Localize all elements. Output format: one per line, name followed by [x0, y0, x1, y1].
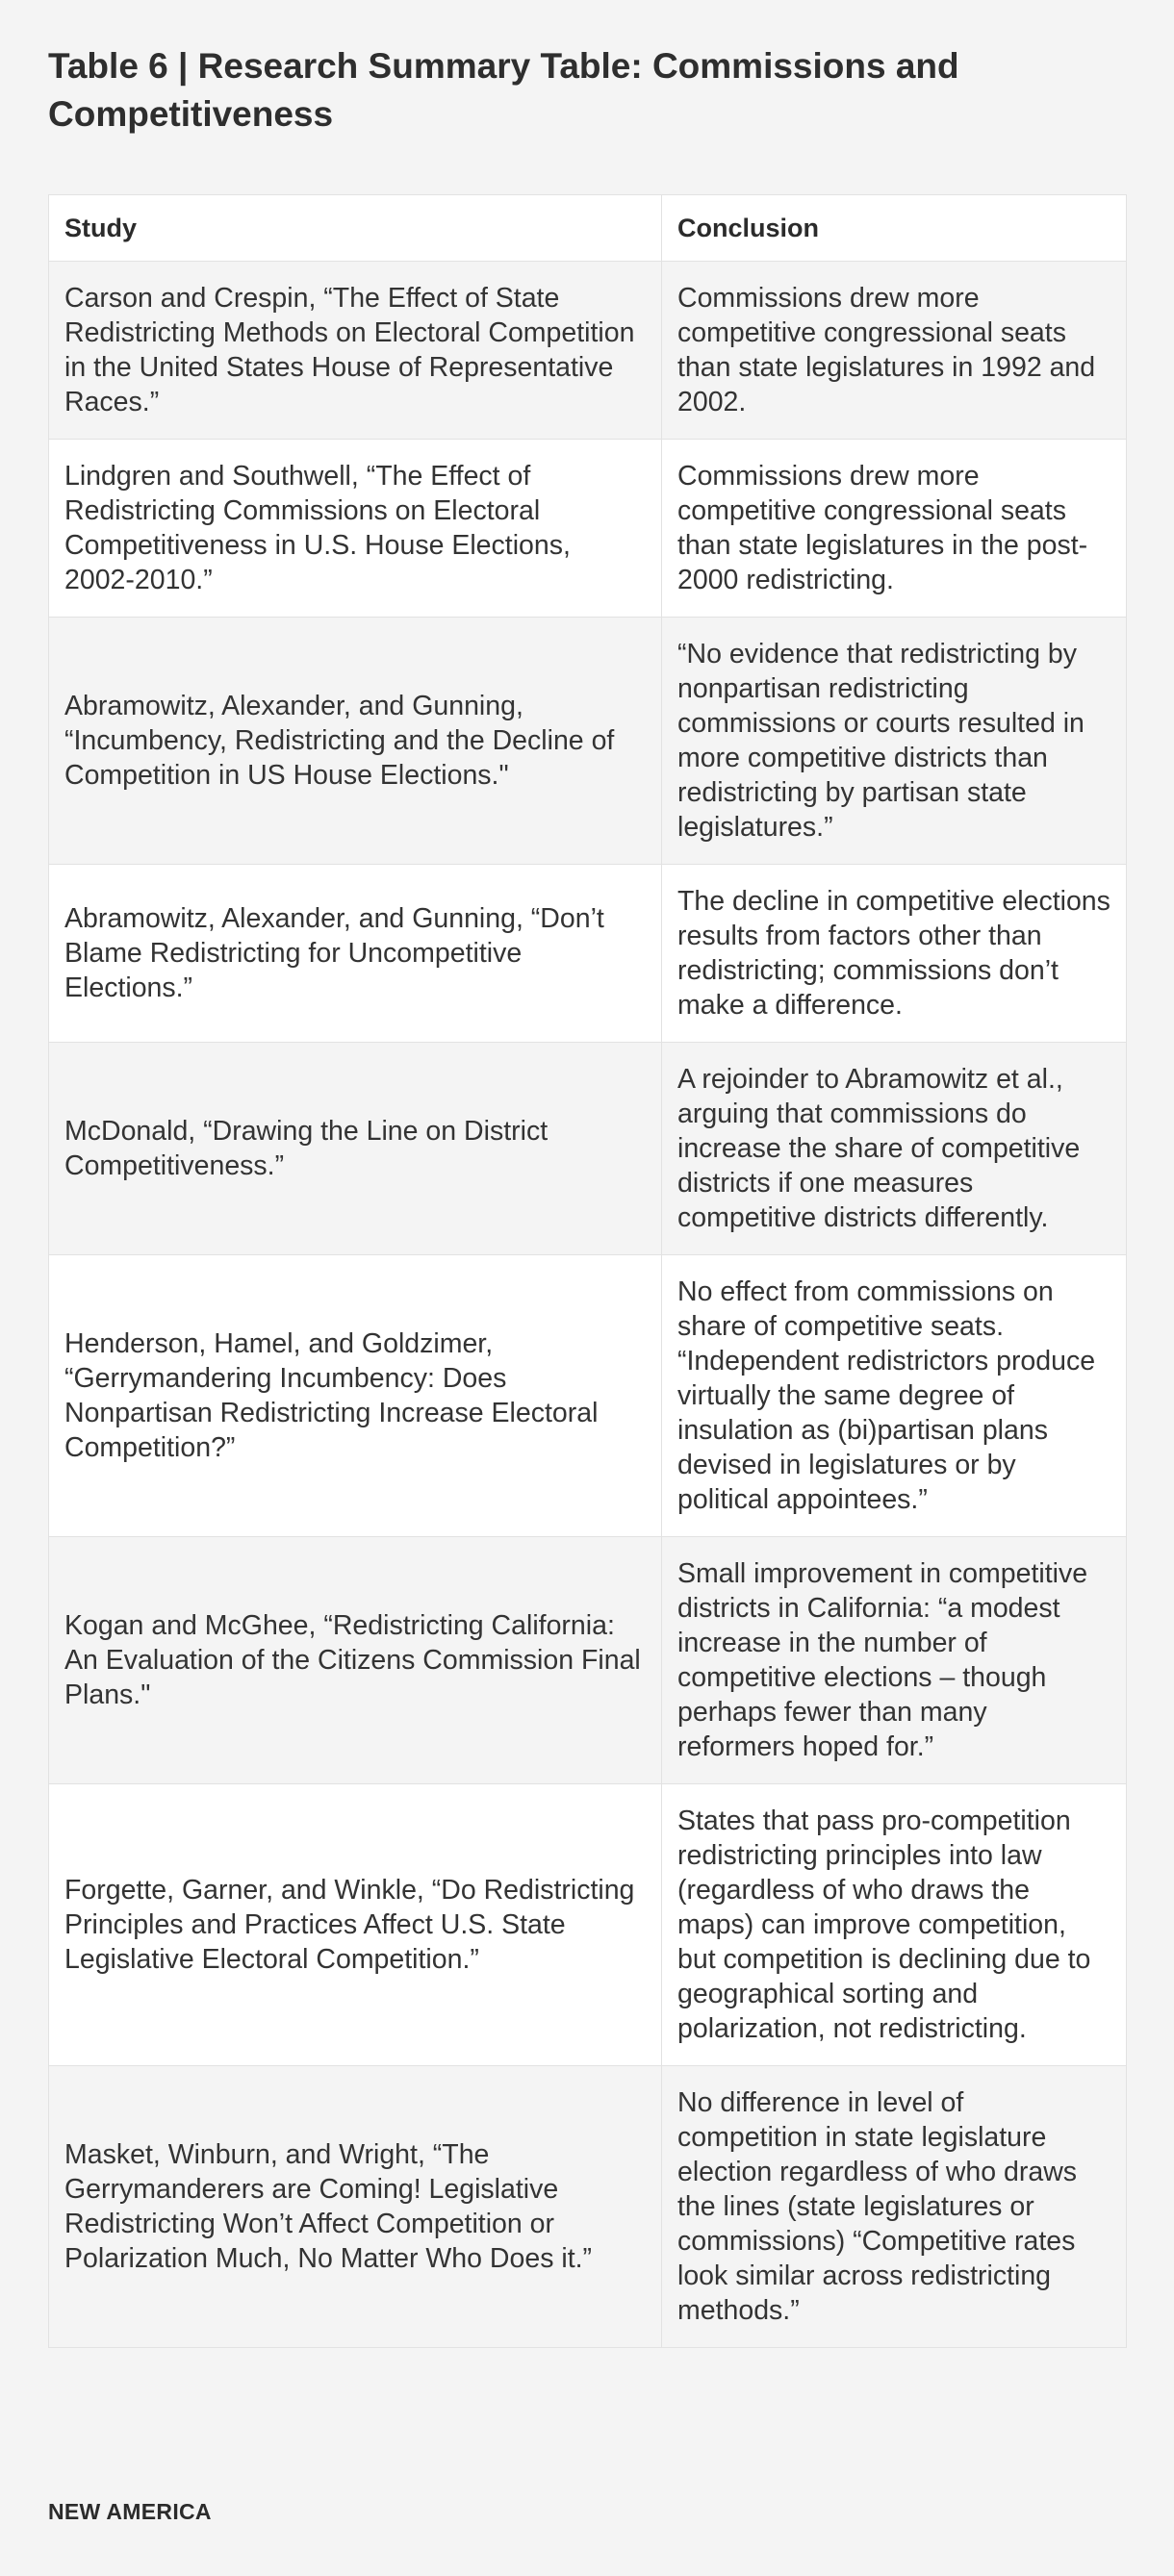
table-row: [49, 1784, 1127, 2066]
page-title: Table 6 | Research Summary Table: Commissions and Competitiveness: [48, 46, 959, 134]
conclusion-cell: “No evidence that redistricting by nonpartisan redistricting commissions or courts resulted in more competitive districts than redistricting by partisan state legislatures.”: [662, 618, 1127, 865]
conclusion-cell: Commissions drew more competitive congressional seats than state legislatures in 1992 and 2002.: [662, 262, 1127, 440]
table-row: [49, 1537, 1127, 1784]
study-cell: Kogan and McGhee, “Redistricting California: An Evaluation of the Citizens Commission Final Plans.": [49, 1537, 662, 1784]
table-row: [49, 440, 1127, 618]
study-cell: McDonald, “Drawing the Line on District Competitiveness.”: [49, 1043, 662, 1255]
brand-footer: NEW AMERICA: [48, 2499, 212, 2524]
research-summary-table: [48, 194, 1127, 2348]
conclusion-cell: Small improvement in competitive districts in California: “a modest increase in the number of competitive elections – though perhaps fewer than many reformers hoped for.”: [662, 1537, 1127, 1784]
conclusion-cell: No effect from commissions on share of competitive seats. “Independent redistrictors produce virtually the same degree of insulation as (bi)partisan plans devised in legislatures or by political appointees.”: [662, 1255, 1127, 1537]
table-row: [49, 618, 1127, 865]
study-cell: Forgette, Garner, and Winkle, “Do Redistricting Principles and Practices Affect U.S. State Legislative Electoral Competition.”: [49, 1784, 662, 2066]
study-cell: Abramowitz, Alexander, and Gunning, “Don’t Blame Redistricting for Uncompetitive Elections.”: [49, 865, 662, 1043]
table-row: [49, 1043, 1127, 1255]
conclusion-cell: States that pass pro-competition redistricting principles into law (regardless of who draws the maps) can improve competition, but competition is declining due to geographical sorting and polarization, not redistricting.: [662, 1784, 1127, 2066]
table-row: [49, 2066, 1127, 2348]
study-cell: Masket, Winburn, and Wright, “The Gerrymanderers are Coming! Legislative Redistricting Won’t Affect Competition or Polarization Much, No Matter Who Does it.”: [49, 2066, 662, 2348]
column-header-study: Study: [49, 195, 662, 262]
conclusion-cell: A rejoinder to Abramowitz et al., arguing that commissions do increase the share of competitive districts if one measures competitive districts differently.: [662, 1043, 1127, 1255]
study-cell: Carson and Crespin, “The Effect of State Redistricting Methods on Electoral Competition in the United States House of Representative Races.”: [49, 262, 662, 440]
study-cell: Lindgren and Southwell, “The Effect of Redistricting Commissions on Electoral Competitiveness in U.S. House Elections, 2002-2010.”: [49, 440, 662, 618]
table-row: [49, 865, 1127, 1043]
study-cell: Abramowitz, Alexander, and Gunning, “Incumbency, Redistricting and the Decline of Competition in US House Elections.": [49, 618, 662, 865]
study-cell: Henderson, Hamel, and Goldzimer, “Gerrymandering Incumbency: Does Nonpartisan Redistricting Increase Electoral Competition?”: [49, 1255, 662, 1537]
table-row: [49, 262, 1127, 440]
table-header-row: [49, 195, 1127, 262]
table-row: [49, 1255, 1127, 1537]
conclusion-cell: No difference in level of competition in state legislature election regardless of who draws the lines (state legislatures or commissions) “Competitive rates look similar across redistricting methods.”: [662, 2066, 1127, 2348]
conclusion-cell: Commissions drew more competitive congressional seats than state legislatures in the post-2000 redistricting.: [662, 440, 1127, 618]
column-header-conclusion: Conclusion: [662, 195, 1127, 262]
conclusion-cell: The decline in competitive elections results from factors other than redistricting; commissions don’t make a difference.: [662, 865, 1127, 1043]
